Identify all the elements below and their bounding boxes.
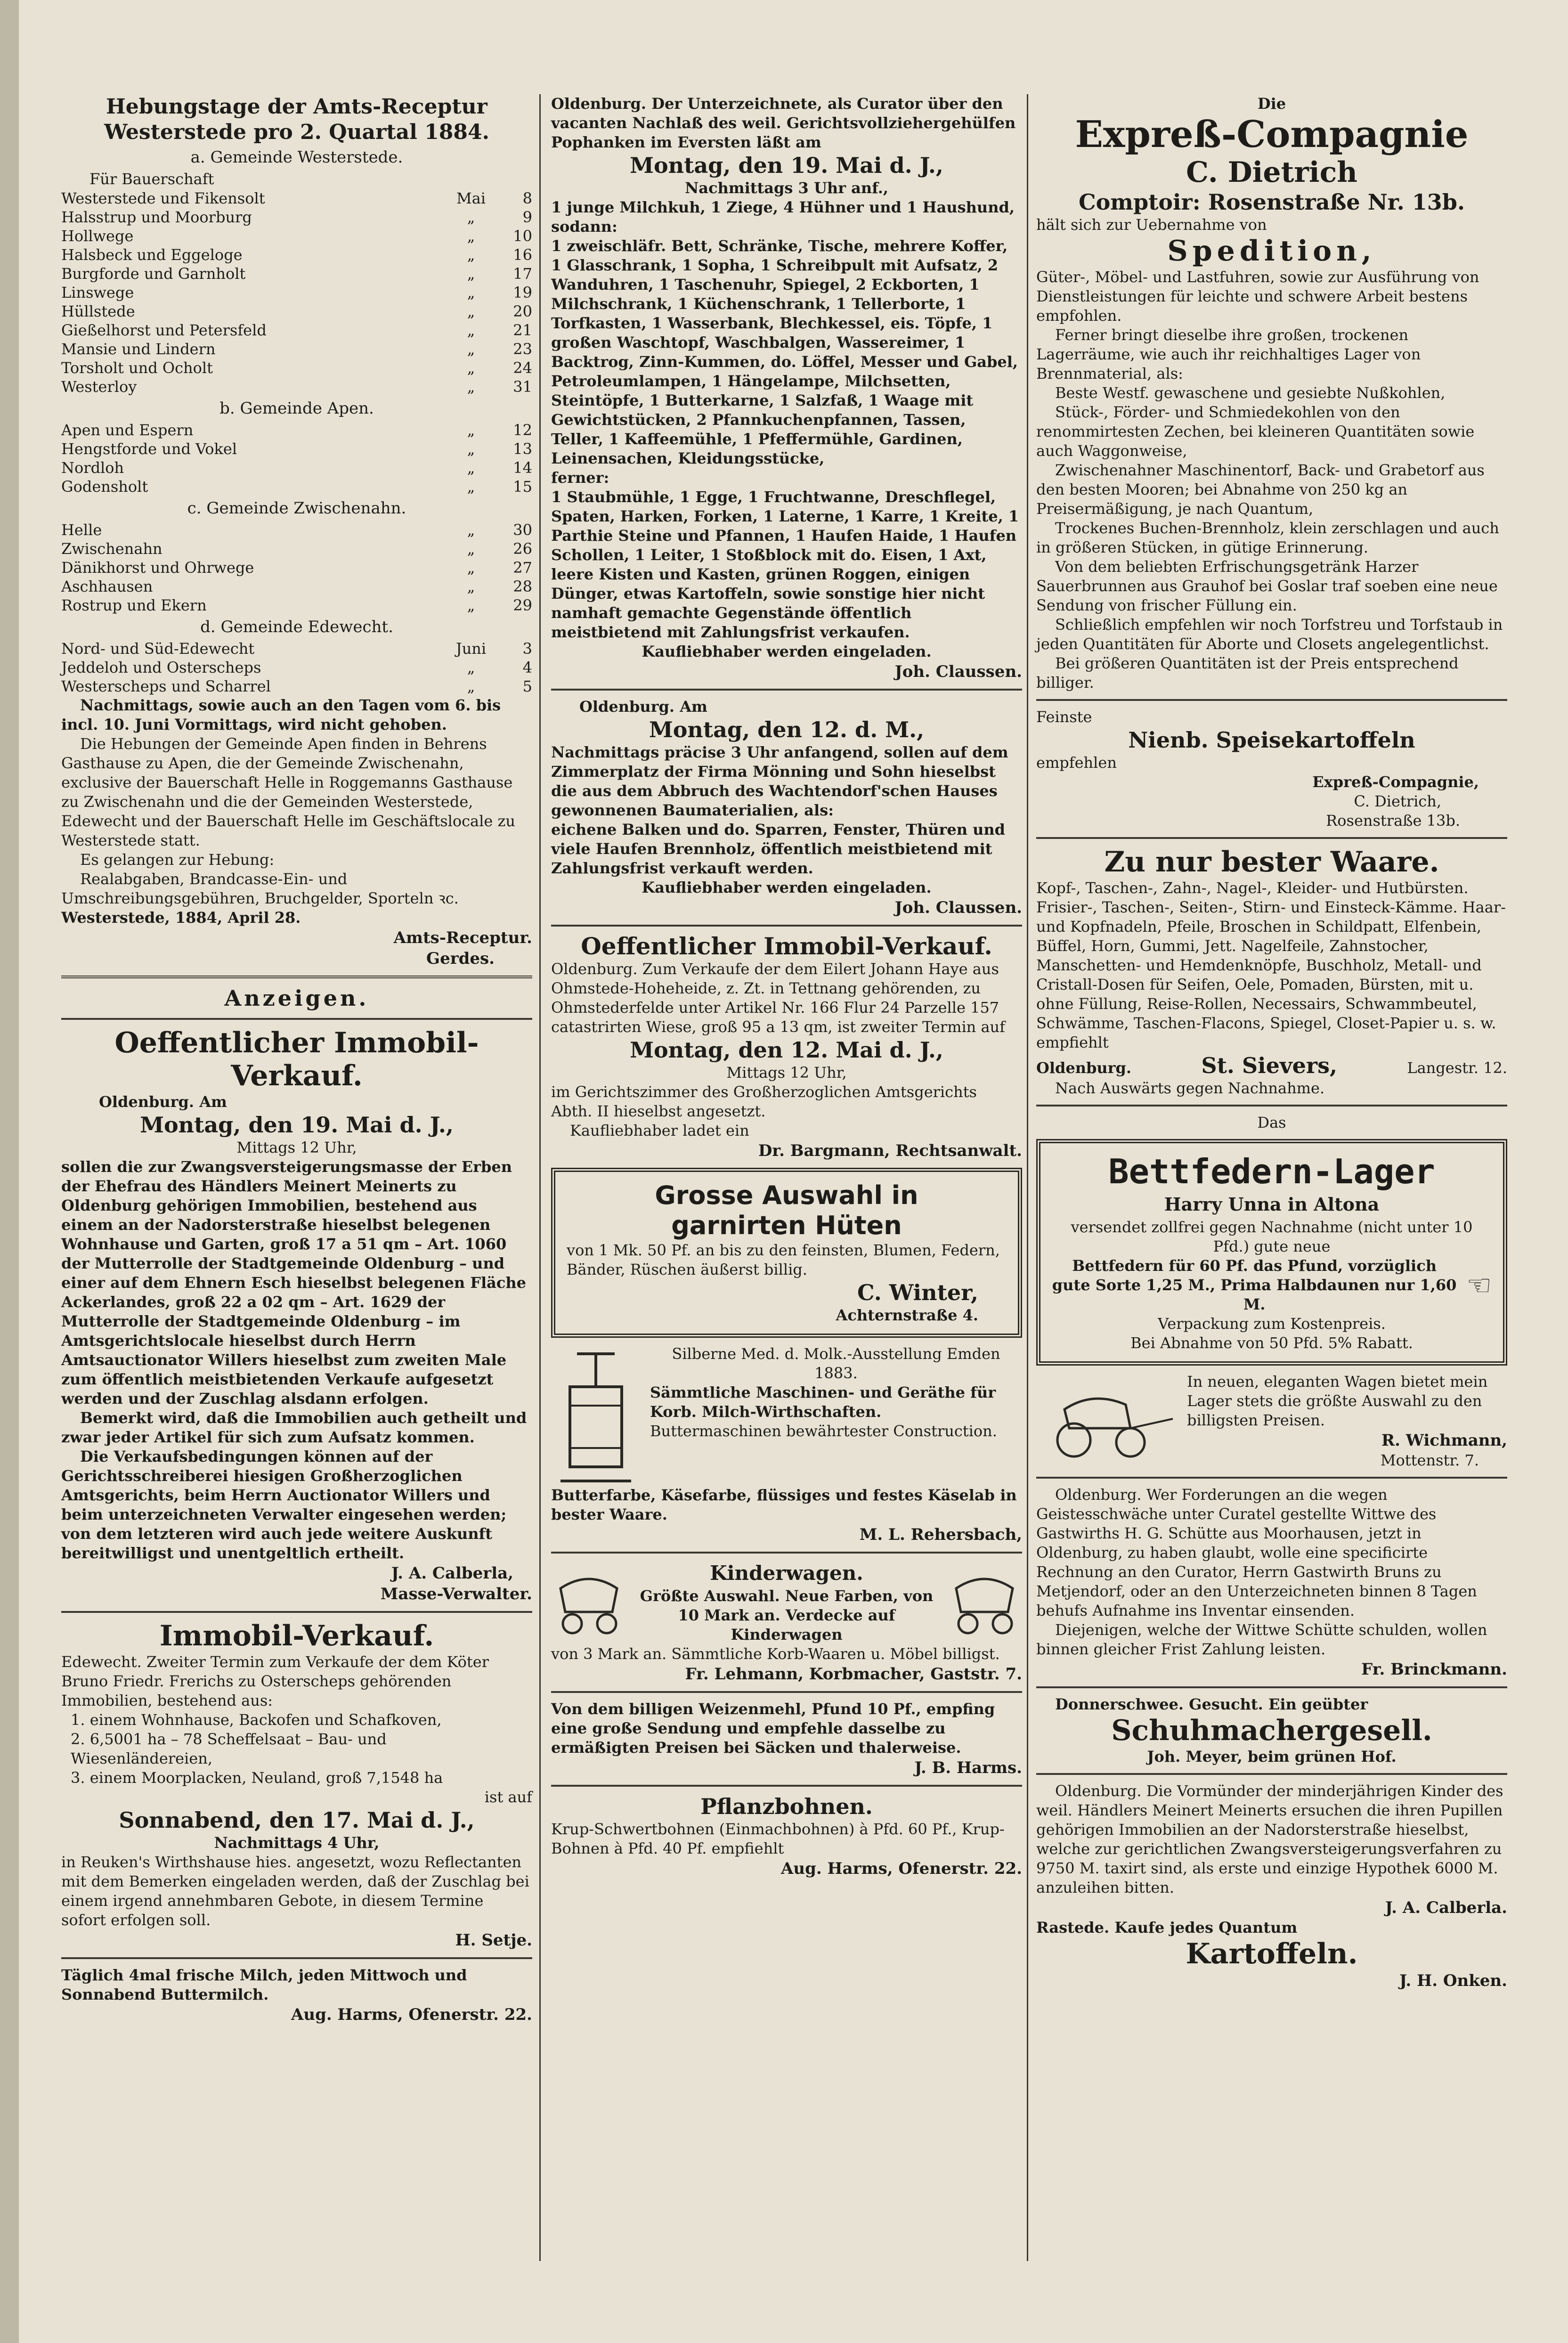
pram-ad — [551, 1560, 1022, 1644]
ad-body: von 3 Mark an. Sämmtliche Korb-Waaren u. Möbel billigst. — [551, 1645, 1000, 1663]
ad-body: Oldenburg. Die Vormünder der minderjährigen Kinder des weil. Händlers Meinert Meinerts ersuchen die ihren Pupillen gehörigen Immobilien an der Nadorsterstraße hieselbst, welche zur gerichtlichen Zwangsversteigerungsverfahren zu 9750 M. taxirt sind, als erste und einzige Hypothek 6000 M. anzuleihen bitten. — [1036, 1782, 1503, 1896]
table-row — [61, 377, 532, 396]
schedule-place: Halsbeck und Eggeloge — [61, 246, 243, 264]
ad-signature: R. Wichmann, — [1381, 1431, 1507, 1450]
ad-signature-role: Masse-Verwalter. — [380, 1585, 532, 1603]
schedule-month: „ — [467, 540, 475, 558]
ad-place: Oldenburg. Am — [579, 698, 707, 716]
hat-ad-box — [551, 1168, 1022, 1338]
divider — [551, 925, 1022, 927]
ad-body: 1 junge Milchkuh, 1 Ziege, 4 Hühner und 1 Haushund, — [551, 198, 1015, 216]
ad-place: Oldenburg. — [1036, 1059, 1132, 1077]
ad-signature-address: Langestr. 12. — [1407, 1059, 1507, 1077]
ad-body: Oldenburg. Zum Verkaufe der dem Eilert Johann Haye aus Ohmstede-Hoheheide, z. Zt. in Tettnang gehörenden, zu Ohmstederfelde unter Artikel Nr. 166 Flur 24 Parzelle 157 catastrirten Wiese, groß 95 a 13 qm, ist zweiter Termin auf — [551, 960, 1005, 1036]
carriage-icon — [1036, 1381, 1178, 1461]
ad-time: Nachmittags 3 Uhr anf., — [684, 179, 889, 197]
ad-body: Donnerschwee. Gesucht. Ein geübter — [1055, 1695, 1368, 1713]
ad-signature: Joh. Claussen. — [894, 662, 1022, 681]
schedule-group-note: Für Bauerschaft — [89, 170, 214, 188]
ad-body: ferner: — [551, 469, 609, 487]
schedule-group-table — [61, 189, 532, 396]
ad-title: Immobil-Verkauf. — [159, 1619, 434, 1652]
schedule-day: 17 — [513, 265, 532, 283]
schedule-day: 14 — [513, 459, 532, 477]
list-item: 2. 6,5001 ha – 78 Scheffelsaat – Bau- und Wiesenländereien, — [71, 1730, 387, 1767]
ad-body: Edewecht. Zweiter Termin zum Verkaufe der dem Köter Bruno Friedr. Frerichs zu Osterscheps gehörenden Immobilien, bestehend aus: — [61, 1653, 489, 1709]
divider — [551, 1552, 1022, 1554]
table-row — [61, 227, 532, 245]
ad-signature: C. Dietrich, — [1354, 792, 1441, 810]
ad-body: Rastede. Kaufe jedes Quantum — [1036, 1919, 1298, 1936]
ad-signature-address: Mottenstr. 7. — [1380, 1451, 1479, 1469]
schedule-table — [61, 147, 532, 696]
table-row — [61, 245, 532, 264]
ad-signature: Aug. Harms, Ofenerstr. 22. — [291, 2005, 532, 2024]
ad-body: Nachmittags präcise 3 Uhr anfangend, sollen auf dem Zimmerplatz der Firma Mönning und Sohn hieselbst die aus dem Abbruch des Wachtendorf'schen Hauses gewonnenen Baumaterialien, als: — [551, 743, 1008, 819]
ad-body: Feinste — [1036, 708, 1092, 726]
schedule-group-table — [61, 521, 532, 615]
ad-body: Butterfarbe, Käsefarbe, flüssiges und festes Käselab in bester Waare. — [551, 1486, 1017, 1523]
table-row — [61, 521, 532, 539]
schedule-place: Hüllstede — [61, 302, 135, 320]
feather-ad-prices — [1052, 1256, 1492, 1314]
ad-body: Bei Abnahme von 50 Pfd. 5% Rabatt. — [1130, 1334, 1413, 1352]
schedule-month: „ — [467, 359, 475, 377]
ad-body: Oldenburg. Der Unterzeichnete, als Curator über den vacanten Nachlaß des weil. Gerichtsvollziehergehülfen Pophanken im Eversten läßt am — [551, 95, 1016, 151]
schedule-place: Torsholt und Ocholt — [61, 359, 213, 377]
ad-body: Beste Westf. gewaschene und gesiebte Nußkohlen, — [1055, 384, 1446, 402]
ad-title: Kartoffeln. — [1186, 1937, 1358, 1970]
ad-body: im Gerichtszimmer des Großherzoglichen Amtsgerichts Abth. II hieselbst angesetzt. — [551, 1083, 977, 1120]
divider — [61, 1611, 532, 1613]
middle-column — [551, 94, 1022, 1879]
table-row — [61, 439, 532, 458]
schedule-place: Westerstede und Fikensolt — [61, 189, 265, 207]
ad-date: Montag, den 12. d. M., — [649, 717, 925, 742]
divider — [551, 689, 1022, 691]
ad-time: Nachmittags 4 Uhr, — [214, 1834, 380, 1852]
table-row — [61, 208, 532, 227]
divider — [551, 1691, 1022, 1693]
schedule-group-table — [61, 421, 532, 496]
ad-body: Ferner bringt dieselbe ihre großen, trockenen Lagerräume, wie auch ihr reichhaltiges Lager von Brennmaterial, als: — [1036, 326, 1421, 382]
schedule-day: 15 — [513, 478, 532, 496]
ad-title: Bettfedern-Lager — [1108, 1152, 1435, 1191]
divider — [1036, 699, 1507, 701]
ad-signature: Dr. Bargmann, Rechtsanwalt. — [758, 1141, 1022, 1160]
column-rule — [1027, 94, 1028, 2261]
table-row — [61, 264, 532, 283]
schedule-day: 31 — [513, 378, 532, 396]
schedule-group-table — [61, 639, 532, 696]
ad-body: Bemerkt wird, daß die Immobilien auch getheilt und zwar jeder Artikel für sich zum Aufsatz kommen. — [61, 1409, 527, 1446]
schedule-month: „ — [467, 378, 475, 396]
schedule-month: Juni — [455, 640, 487, 658]
schedule-month: „ — [467, 421, 475, 439]
schedule-note: Die Hebungen der Gemeinde Apen finden in Behrens Gasthause zu Apen, die der Gemeinde Zwischenahn, exclusive der Bauerschaft Helle in Roggemanns Gasthause zu Zwischenahn und die der Gemeinden Westerstede, Edewecht und der Bauerschaft Helle im Geschäftslocale zu Westerstede statt. — [61, 735, 515, 849]
left-column — [61, 94, 532, 2025]
schedule-day: 24 — [513, 359, 532, 377]
ad-item-list: 1 zweischläfr. Bett, Schränke, Tische, mehrere Koffer, 1 Glasschrank, 1 Sopha, 1 Schreibpult mit Aufsatz, 2 Wanduhren, 1 Taschenuhr, Spiegel, 2 Eckborten, 1 Milchschrank, 1 Küchenschrank, 1 Tellerborte, 1 Torfkasten, 1 Wasserbank, Blechkessel, eis. Töpfe, 1 großen Waschtopf, Waschbalgen, Wassereimer, 1 Backtrog, Zinn-Kummen, do. Löffel, Messer und Gabel, Petroleumlampen, 1 Hängelampe, Milchsetten, Steintöpfe, 1 Butterkarne, 1 Salzfaß, 1 Waage mit Gewichtstücken, 2 Pfannkuchenpfannen, Tassen, Teller, 1 Kaffeemühle, 1 Pfeffermühle, Gardinen, Leinensachen, Kleidungsstücke, — [551, 237, 1018, 467]
ad-body: Stück-, Förder- und Schmiedekohlen von den renommirtesten Zechen, bei kleineren Quantitäten sowie auch Waggonweise, — [1036, 403, 1475, 460]
schedule-month: „ — [467, 459, 475, 477]
schedule-place: Burgforde und Garnholt — [61, 265, 246, 283]
table-row — [61, 321, 532, 340]
schedule-group-title: b. Gemeinde Apen. — [219, 399, 374, 418]
schedule-day: 23 — [513, 340, 532, 358]
ad-body: Kopf-, Taschen-, Zahn-, Nagel-, Kleider- und Hutbürsten. Frisier-, Taschen-, Seiten-, Stirn- und Einsteck-Kämme. Haar- und Kopfnadeln, Pfeile, Broschen in Schildpatt, Elfenbein, Büffel, Horn, Gummi, Jett. Nagelfeile, Zahnstocher, Manschetten- und Hemdenknöpfe, Buschholz, Metall- und Cristall-Dosen für Seifen, Oele, Pomaden, Bürsten, mit u. ohne Füllung, Reise-Rollen, Necessairs, Schwammbeutel, Schwämme, Taschen-Flacons, Spiegel, Closet-Papier u. s. w. empfiehlt — [1036, 879, 1506, 1051]
schedule-day: 19 — [513, 284, 532, 301]
ad-heading-das: Das — [1257, 1114, 1286, 1131]
ad-body: Bei größeren Quantitäten ist der Preis entsprechend billiger. — [1036, 654, 1459, 692]
feather-ad-box — [1036, 1139, 1507, 1366]
schedule-month: „ — [467, 227, 475, 245]
schedule-place: Jeddeloh und Osterscheps — [61, 659, 261, 676]
schedule-group-title: c. Gemeinde Zwischenahn. — [187, 499, 406, 518]
schedule-day: 28 — [513, 578, 532, 595]
ad-body: In neuen, eleganten Wagen bietet mein Lager stets die größte Auswahl zu den billigsten Preisen. — [1187, 1373, 1488, 1429]
ad-title: Schuhmachergesell. — [1111, 1714, 1432, 1747]
schedule-place: Helle — [61, 521, 102, 539]
dairy-ad — [551, 1344, 1022, 1486]
schedule-place: Linswege — [61, 284, 134, 301]
table-row — [61, 358, 532, 377]
ad-signature: Joh. Claussen. — [894, 898, 1022, 917]
schedule-month: „ — [467, 246, 475, 264]
ad-title: Grosse Auswahl in — [655, 1180, 918, 1210]
ad-item-list: 1 Staubmühle, 1 Egge, 1 Fruchtwanne, Dreschflegel, Spaten, Harken, Forken, 1 Laterne, 1 Karre, 1 Kreite, 1 Parthie Steine und Pfannen, 1 Haufen Haide, 1 Haufen Schollen, 1 Leiter, 1 Stoßblock mit do. Eisen, 1 Axt, leere Kisten und Kasten, grünen Roggen, einigen Dünger, etwas Kartoffeln, sowie sonstige hier nicht namhaft gemachte Gegenstände öffentlich meistbietend mit Zahlungsfrist verkaufen. — [551, 488, 1019, 641]
schedule-place: Apen und Espern — [61, 421, 194, 439]
schedule-month: „ — [467, 677, 475, 695]
butter-churn-icon — [551, 1344, 641, 1486]
table-row — [61, 421, 532, 439]
anzeigen-heading: Anzeigen. — [224, 985, 369, 1011]
table-row — [61, 677, 532, 696]
schedule-month: „ — [467, 521, 475, 539]
schedule-items-intro: Es gelangen zur Hebung: — [80, 851, 275, 869]
schedule-place: Godensholt — [61, 478, 148, 496]
schedule-day: 20 — [513, 302, 532, 320]
schedule-month: „ — [467, 578, 475, 595]
ad-body: sodann: — [551, 218, 617, 236]
schedule-note-bold: Nachmittags, sowie auch an den Tagen vom 6. bis incl. 10. Juni Vormittags, wird nicht gehoben. — [61, 696, 501, 733]
schedule-month: „ — [467, 302, 475, 320]
ad-signature: J. B. Harms. — [914, 1758, 1022, 1777]
schedule-day: 12 — [513, 421, 532, 439]
divider — [61, 976, 532, 978]
schedule-month: „ — [467, 284, 475, 301]
schedule-day: 21 — [513, 321, 532, 339]
schedule-month: „ — [467, 321, 475, 339]
ad-body: Buttermaschinen bewährtester Construction. — [650, 1422, 997, 1440]
divider — [1036, 1105, 1507, 1106]
schedule-items: Realabgaben, Brandcasse-Ein- und Umschreibungsgebühren, Bruchgelder, Sporteln ꝛc. — [61, 870, 459, 907]
ad-signature: M. L. Rehersbach, — [859, 1525, 1022, 1544]
ad-date: Montag, den 19. Mai d. J., — [140, 1112, 454, 1138]
schedule-place: Westerloy — [61, 378, 137, 396]
schedule-group-title: a. Gemeinde Westerstede. — [190, 148, 403, 167]
schedule-place: Gießelhorst und Petersfeld — [61, 321, 267, 339]
ad-title: Nienb. Speisekartoffeln — [1128, 727, 1415, 753]
ad-title: Pflanzbohnen. — [700, 1794, 873, 1819]
pram-icon — [551, 1570, 626, 1635]
ad-signature: Fr. Lehmann, Korbmacher, Gaststr. 7. — [685, 1665, 1022, 1684]
schedule-month: „ — [467, 659, 475, 676]
ad-close: Kaufliebhaber ladet ein — [570, 1122, 749, 1139]
table-row — [61, 558, 532, 577]
ad-date: Sonnabend, den 17. Mai d. J., — [119, 1807, 475, 1833]
ad-body: von 1 Mk. 50 Pf. an bis zu den feinsten, Blumen, Federn, Bänder, Rüschen äußerst billig. — [567, 1241, 1000, 1278]
ad-time: Mittags 12 Uhr, — [726, 1064, 847, 1082]
ad-body: hält sich zur Uebernahme von — [1036, 216, 1267, 234]
divider — [551, 1785, 1022, 1787]
list-item: 1. einem Wohnhause, Backofen und Schafkoven, — [71, 1711, 442, 1729]
ad-close: Kaufliebhaber werden eingeladen. — [642, 879, 932, 896]
ad-company-name: C. Dietrich — [1186, 156, 1357, 189]
schedule-signature-name: Gerdes. — [426, 949, 495, 968]
schedule-day: 29 — [513, 596, 532, 614]
ad-signature: Joh. Meyer, beim grünen Hof. — [1147, 1748, 1397, 1765]
column-rule — [539, 94, 541, 2261]
ad-signature: J. A. Calberla. — [1385, 1898, 1507, 1917]
ad-signature: Aug. Harms, Ofenerstr. 22. — [780, 1859, 1022, 1878]
pointing-hand-icon: ☜ — [1466, 1269, 1492, 1302]
divider — [1036, 1773, 1507, 1775]
ad-body: Diejenigen, welche der Wittwe Schütte schulden, wollen binnen gleicher Frist Zahlung leisten. — [1036, 1621, 1487, 1658]
ad-body: Verpackung zum Kostenpreis. — [1158, 1315, 1386, 1333]
ad-signature: C. Winter, — [857, 1280, 978, 1305]
table-row — [61, 577, 532, 596]
list-item: 3. einem Moorplacken, Neuland, groß 7,1548 ha — [71, 1769, 443, 1787]
table-row — [61, 658, 532, 677]
schedule-place: Rostrup und Ekern — [61, 596, 207, 614]
newspaper-page — [19, 0, 1568, 2343]
schedule-place: Hengstforde und Vokel — [61, 440, 237, 458]
right-column — [1036, 94, 1507, 1991]
schedule-place: Aschhausen — [61, 578, 153, 595]
ad-title: Spedition, — [1167, 235, 1376, 268]
schedule-place: Mansie und Lindern — [61, 340, 216, 358]
ad-date: Montag, den 19. Mai d. J., — [630, 153, 943, 178]
schedule-day: 8 — [522, 189, 532, 207]
ad-body: Größte Auswahl. Neue Farben, von 10 Mark an. Verdecke auf Kinderwagen — [640, 1587, 934, 1643]
schedule-signature: Amts-Receptur. — [393, 928, 532, 947]
ad-body: Oldenburg. Wer Forderungen an die wegen Geistesschwäche unter Curatel gestellte Wittwe des Gastwirths H. G. Schütte aus Moorhausen, jetzt in Oldenburg, zu haben glaubt, wolle eine specificirte Rechnung an den Curator, Herrn Gastwirth Bruns zu Metjendorf, oder an den Unterzeichneten binnen 8 Tagen behufs Aufnahme ins Inventar einsenden. — [1036, 1486, 1477, 1619]
table-row — [61, 458, 532, 477]
schedule-month: „ — [467, 208, 475, 226]
divider — [61, 1957, 532, 1959]
ad-body: Täglich 4mal frische Milch, jeden Mittwoch und Sonnabend Buttermilch. — [61, 1966, 467, 2003]
ad-body: in Reuken's Wirthshause hies. angesetzt, wozu Reflectanten mit dem Bemerken eingeladen werden, daß der Zuschlag bei einem irgend annehmbaren Gebote, in diesem Termine sofort erfolgen soll. — [61, 1853, 529, 1929]
ad-body: Bettfedern für 60 Pf. das Pfund, vorzüglich gute Sorte 1,25 M., Prima Halbdaunen nur 1,60 M. — [1052, 1257, 1457, 1313]
schedule-place: Nordloh — [61, 459, 124, 477]
schedule-day: 27 — [513, 559, 532, 577]
ad-time: Mittags 12 Uhr, — [236, 1139, 357, 1156]
divider — [1036, 1686, 1507, 1688]
carriage-ad — [1036, 1372, 1507, 1470]
ad-title: garnirten Hüten — [671, 1211, 902, 1240]
schedule-day: 16 — [513, 246, 532, 264]
ad-title: Expreß-Compagnie — [1075, 113, 1469, 156]
schedule-place-date: Westerstede, 1884, April 28. — [61, 909, 301, 927]
schedule-place: Zwischenahn — [61, 540, 162, 558]
table-row — [61, 477, 532, 496]
ad-office: Comptoir: Rosenstraße Nr. 13b. — [1079, 189, 1465, 215]
ad-body: ist auf — [484, 1788, 532, 1806]
schedule-place: Nord- und Süd-Edewecht — [61, 640, 255, 658]
ad-signature: H. Setje. — [455, 1931, 532, 1950]
table-row — [61, 283, 532, 302]
ad-title: Oeffentlicher Immobil-Verkauf. — [581, 932, 992, 960]
ad-body: Von dem beliebten Erfrischungsgetränk Harzer Sauerbrunnen aus Grauhof bei Goslar traf soeben eine neue Sendung von frischer Füllung ein. — [1036, 558, 1498, 614]
schedule-day: 26 — [513, 540, 532, 558]
divider — [1036, 837, 1507, 839]
schedule-day: 10 — [513, 227, 532, 245]
ad-title: Zu nur bester Waare. — [1104, 846, 1439, 879]
schedule-place: Hollwege — [61, 227, 134, 245]
ad-note: Nach Auswärts gegen Nachnahme. — [1055, 1079, 1325, 1097]
schedule-place: Westerscheps und Scharrel — [61, 677, 271, 695]
table-row — [61, 302, 532, 321]
ad-signature: J. H. Onken. — [1399, 1971, 1507, 1990]
ad-signature: Fr. Brinckmann. — [1361, 1660, 1507, 1679]
ad-signature: St. Sievers, — [1201, 1053, 1337, 1078]
ad-date: Montag, den 12. Mai d. J., — [630, 1037, 943, 1063]
table-row — [61, 189, 532, 208]
schedule-month: „ — [467, 596, 475, 614]
ad-heading-die: Die — [1257, 95, 1286, 113]
ad-body: Krup-Schwertbohnen (Einmachbohnen) à Pfd. 60 Pf., Krup-Bohnen à Pfd. 40 Pf. empfiehlt — [551, 1820, 1005, 1857]
ad-body: Zwischenahner Maschinentorf, Back- und Grabetorf aus den besten Mooren; bei Abnahme von 250 kg an Preisermäßigung, je nach Quantum, — [1036, 461, 1485, 518]
ad-company-name: Harry Unna in Altona — [1164, 1194, 1380, 1215]
ad-body: versendet zollfrei gegen Nachnahme (nicht unter 10 Pfd.) gute neue — [1071, 1218, 1473, 1255]
ad-place: Oldenburg. Am — [99, 1093, 227, 1111]
schedule-title: Hebungstage der Amts-Receptur Westerstede pro 2. Quartal 1884. — [104, 95, 489, 144]
ad-signature-address: Rosenstraße 13b. — [1326, 812, 1460, 830]
divider — [1036, 1477, 1507, 1479]
schedule-place: Halsstrup und Moorburg — [61, 208, 252, 226]
table-row — [61, 639, 532, 658]
schedule-month: „ — [467, 559, 475, 577]
ad-signature-row — [1036, 1052, 1507, 1079]
table-row — [61, 539, 532, 558]
ad-signature: J. A. Calberla, — [391, 1564, 513, 1583]
pram-icon — [947, 1570, 1022, 1635]
ad-item-list — [61, 1710, 532, 1788]
ad-body: Güter-, Möbel- und Lastfuhren, sowie zur Ausführung von Dienstleistungen für leichte und schwere Arbeit bestens empfohlen. — [1036, 268, 1479, 325]
ad-body: Schließlich empfehlen wir noch Torfstreu und Torfstaub in jeden Quantitäten für Aborte und Closets angelegentlichst. — [1036, 616, 1503, 653]
schedule-month: „ — [467, 478, 475, 496]
ad-body: Sämmtliche Maschinen- und Geräthe für Korb. Milch-Wirthschaften. — [650, 1383, 996, 1421]
schedule-month: „ — [467, 440, 475, 458]
schedule-day: 9 — [522, 208, 532, 226]
divider — [61, 1018, 532, 1020]
ad-title: Kinderwagen. — [710, 1562, 863, 1585]
schedule-group-title: d. Gemeinde Edewecht. — [200, 618, 393, 636]
schedule-day: 13 — [513, 440, 532, 458]
ad-body: Die Verkaufsbedingungen können auf der Gerichtsschreiberei hiesigen Großherzoglichen Amtsgerichts, beim Herrn Auctionator Willers und beim unterzeichneten Verwalter eingesehen werden; von dem letzteren wird auch jede weitere Auskunft bereitwilligst und unentgeltlich ertheilt. — [61, 1448, 507, 1562]
ad-body: Von dem billigen Weizenmehl, Pfund 10 Pf., empfing eine große Sendung und empfehle dasselbe zu ermäßigten Preisen bei Säcken und thalerweise. — [551, 1700, 995, 1757]
schedule-day: 30 — [513, 521, 532, 539]
page-edge — [0, 0, 19, 2343]
schedule-month: Mai — [456, 189, 486, 207]
ad-close: Kaufliebhaber werden eingeladen. — [642, 643, 932, 660]
schedule-day: 4 — [522, 659, 532, 676]
ad-body: empfehlen — [1036, 754, 1117, 772]
schedule-day: 5 — [522, 677, 532, 695]
ad-body: Trockenes Buchen-Brennholz, klein zerschlagen und auch in größeren Stücken, in gütige Erinnerung. — [1036, 519, 1499, 556]
ad-body: sollen die zur Zwangsversteigerungsmasse der Erben der Ehefrau des Händlers Meinert Meinerts zu Oldenburg gehörigen Immobilien, bestehend aus einem an der Nadorsterstraße hieselbst belegenen Wohnhause und Garten, groß 17 a 51 qm – Art. 1060 der Mutterrolle der Stadtgemeinde Oldenburg – und einer auf dem Ehnern Esch hieselbst belegenen Fläche Ackerlandes, groß 22 a 02 qm – Art. 1629 der Mutterrolle der Stadtgemeinde Oldenburg – im Amtsgerichtslocale hieselbst durch Herrn Amtsauctionator Willers hieselbst zum zweiten Male zum öffentlich meistbietenden Verkaufe aufgesetzt werden und der Zuschlag alsdann erfolgen. — [61, 1158, 526, 1407]
ad-title: Oeffentlicher Immobil-Verkauf. — [114, 1026, 479, 1092]
schedule-place: Dänikhorst und Ohrwege — [61, 559, 254, 577]
ad-signature: Expreß-Compagnie, — [1312, 773, 1479, 791]
ad-item-list: eichene Balken und do. Sparren, Fenster, Thüren und viele Haufen Brennholz, öffentlich meistbietend mit Zahlungsfrist verkauft werden. — [551, 821, 1006, 877]
ad-signature-address: Achternstraße 4. — [836, 1306, 978, 1324]
schedule-day: 3 — [522, 640, 532, 658]
ad-award: Silberne Med. d. Molk.-Ausstellung Emden 1883. — [672, 1345, 1000, 1382]
table-row — [61, 596, 532, 615]
schedule-month: „ — [467, 340, 475, 358]
table-row — [61, 340, 532, 358]
schedule-month: „ — [467, 265, 475, 283]
